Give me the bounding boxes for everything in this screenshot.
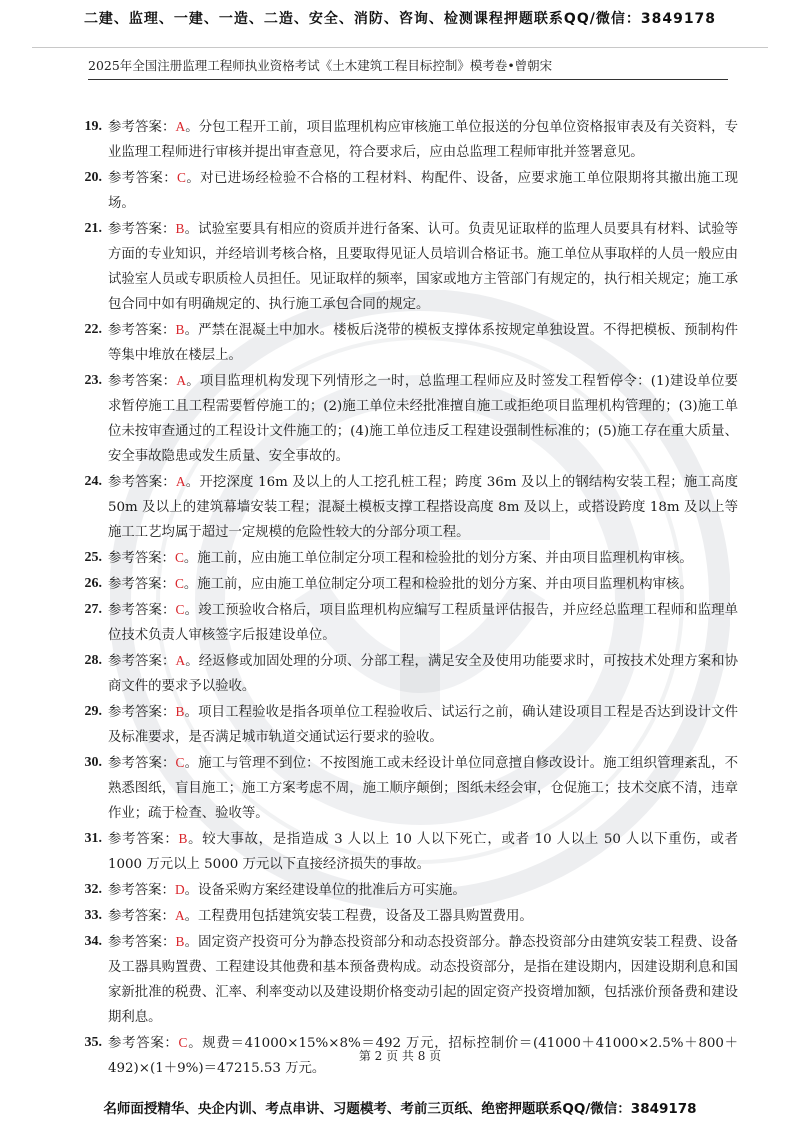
answer-letter: C (175, 602, 185, 617)
answer-explanation: 。严禁在混凝土中加水。楼板后浇带的模板支撑体系按规定单独设置。不得把模板、预制构件等集中堆放在楼层上。 (108, 323, 739, 363)
answer-prefix: 参考答案： (108, 935, 176, 950)
answer-list (70, 114, 738, 1081)
answer-prefix: 参考答案： (108, 832, 179, 847)
answer-letter: B (175, 322, 185, 337)
answer-letter: A (174, 908, 185, 923)
answer-prefix: 参考答案： (108, 577, 175, 592)
answer-number: 31. (84, 831, 102, 846)
top-divider (32, 47, 768, 48)
answer-body (108, 597, 738, 648)
answer-prefix: 参考答案： (108, 883, 175, 898)
answer-item (70, 597, 738, 648)
answer-prefix: 参考答案： (108, 909, 175, 924)
answer-prefix: 参考答案： (108, 1036, 179, 1051)
answer-body (108, 165, 738, 216)
header-divider (88, 79, 728, 80)
answer-number: 26. (84, 576, 102, 591)
answer-number: 29. (84, 704, 102, 719)
answer-explanation: 。较大事故，是指造成 3 人以上 10 人以下死亡，或者 10 人以上 50 人以下重伤，或者 1000 万元以上 5000 万元以下直接经济损失的事故。 (108, 832, 738, 872)
answer-item (70, 571, 738, 597)
answer-body (108, 699, 738, 750)
answer-explanation: 。开挖深度 16m 及以上的人工挖孔桩工程；跨度 36m 及以上的钢结构安装工程；施工高度 50m 及以上的建筑幕墙安装工程；混凝土模板支撑工程搭设高度 8m 及以上，或搭设跨度 18m 及以上等施工工艺均属于超过一定规模的危险性较大的分部分项工程。 (108, 475, 739, 540)
answer-body (108, 545, 738, 571)
answer-number: 33. (84, 908, 102, 923)
answer-letter: B (175, 221, 185, 236)
answer-number: 32. (84, 882, 102, 897)
answer-number: 34. (84, 934, 102, 949)
answer-item (70, 368, 738, 469)
answer-body (108, 368, 738, 469)
answer-body (108, 929, 738, 1030)
answer-prefix: 参考答案： (108, 551, 175, 566)
answer-item (70, 699, 738, 750)
answer-letter: A (176, 373, 186, 388)
answer-body (108, 571, 738, 597)
answer-letter: C (174, 550, 184, 565)
answer-body (108, 826, 738, 877)
answer-body (108, 114, 738, 165)
answer-number: 27. (84, 602, 102, 617)
bottom-banner: 名师面授精华、央企内训、考点串讲、习题模考、考前三页纸、绝密押题联系QQ/微信：3849178 (103, 1101, 697, 1117)
answer-body (108, 317, 738, 368)
answer-prefix: 参考答案： (108, 120, 176, 135)
answer-prefix: 参考答案： (108, 756, 176, 771)
answer-item (70, 648, 738, 699)
answer-letter: A (175, 474, 186, 489)
answer-body (108, 750, 738, 826)
answer-number: 25. (84, 550, 102, 565)
answer-prefix: 参考答案： (108, 222, 176, 237)
answer-item (70, 114, 738, 165)
answer-body (108, 216, 738, 317)
answer-explanation: 。对已进场经检验不合格的工程材料、构配件、设备，应要求施工单位限期将其撤出施工现场。 (108, 171, 739, 211)
answer-letter: C (177, 170, 186, 185)
answer-prefix: 参考答案： (108, 475, 176, 490)
answer-letter: B (178, 831, 188, 846)
answer-prefix: 参考答案： (108, 323, 176, 338)
answer-number: 24. (84, 474, 102, 489)
answer-body (108, 903, 738, 929)
answer-letter: C (175, 755, 185, 770)
answer-number: 21. (84, 221, 102, 236)
answer-item (70, 317, 738, 368)
answer-body (108, 877, 738, 903)
answer-number: 28. (84, 653, 102, 668)
answer-explanation: 。试验室要具有相应的资质并进行备案、认可。负责见证取样的监理人员要具有材料、试验等方面的专业知识，并经培训考核合格，且要取得见证人员培训合格证书。施工单位从事取样的人员一般应由试验室人员或专职质检人员担任。见证取样的频率，国家或地方主管部门有规定的，执行相关规定；施工承包合同中如有明确规定的、执行施工承包合同的规定。 (108, 222, 739, 312)
answer-explanation: 。工程费用包括建筑安装工程费，设备及工器具购置费用。 (184, 909, 533, 924)
answer-prefix: 参考答案： (108, 603, 176, 618)
answer-letter: B (175, 934, 185, 949)
page-number: 第 2 页 共 8 页 (358, 1049, 442, 1063)
answer-explanation: 。经返修或加固处理的分项、分部工程，满足安全及使用功能要求时，可按技术处理方案和协商文件的要求予以验收。 (108, 654, 739, 694)
answer-number: 20. (84, 170, 102, 185)
answer-prefix: 参考答案： (108, 171, 178, 186)
answer-prefix: 参考答案： (108, 374, 177, 389)
answer-item (70, 469, 738, 545)
answer-item (70, 165, 738, 216)
answer-item (70, 545, 738, 571)
answer-number: 19. (84, 119, 102, 134)
answer-explanation: 。固定资产投资可分为静态投资部分和动态投资部分。静态投资部分由建筑安装工程费、设备及工器具购置费、工程建设其他费和基本预备费构成。动态投资部分，是指在建设期内，因建设期利息和国家新批准的税费、汇率、利率变动以及建设期价格变动引起的固定资产投资增加额，包括涨价预备费和建设期利息。 (108, 935, 739, 1025)
answer-number: 22. (84, 322, 102, 337)
page-header: 2025年全国注册监理工程师执业资格考试《土木建筑工程目标控制》模考卷•曾朝宋 (88, 58, 553, 73)
answer-item (70, 826, 738, 877)
top-banner: 二建、监理、一建、一造、二造、安全、消防、咨询、检测课程押题联系QQ/微信：3849178 (83, 11, 717, 27)
answer-number: 23. (84, 373, 102, 388)
answer-prefix: 参考答案： (108, 705, 176, 720)
answer-explanation: 。设备采购方案经建设单位的批准后方可实施。 (184, 883, 466, 898)
answer-explanation: 。施工前，应由施工单位制定分项工程和检验批的划分方案、并由项目监理机构审核。 (183, 577, 693, 592)
answer-item (70, 903, 738, 929)
answer-explanation: 。分包工程开工前，项目监理机构应审核施工单位报送的分包单位资格报审表及有关资料，专业监理工程师进行审核并提出审查意见，符合要求后，应由总监理工程师审批并签署意见。 (108, 120, 739, 160)
answer-explanation: 。施工与管理不到位：不按图施工或未经设计单位同意擅自修改设计。施工组织管理紊乱，不熟悉图纸，盲目施工；施工方案考虑不周，施工顺序颠倒；图纸未经会审，仓促施工；技术交底不清，违章作业；疏于检查、验收等。 (108, 756, 739, 821)
answer-body (108, 469, 738, 545)
answer-item (70, 216, 738, 317)
answer-explanation: 。项目工程验收是指各项单位工程验收后、试运行之前，确认建设项目工程是否达到设计文件及标准要求，是否满足城市轨道交通试运行要求的验收。 (108, 705, 739, 745)
answer-number: 30. (84, 755, 102, 770)
answer-explanation: 。竣工预验收合格后，项目监理机构应编写工程质量评估报告，并应经总监理工程师和监理单位技术负责人审核签字后报建设单位。 (108, 603, 739, 643)
answer-explanation: 。规费＝41000×15%×8%＝492 万元，招标控制价＝(41000＋41000×2.5%＋800＋492)×(1＋9%)＝47215.53 万元。 (108, 1036, 738, 1076)
answer-prefix: 参考答案： (108, 654, 176, 669)
answer-explanation: 。项目监理机构发现下列情形之一时，总监理工程师应及时签发工程暂停令：(1)建设单位要求暂停施工且工程需要暂停施工的；(2)施工单位未经批准擅自施工或拒绝项目监理机构管理的；(3)施工单位未按审查通过的工程设计文件施工的；(4)施工单位违反工程建设强制性标准的；(5)施工存在重大质量、安全事故隐患或发生质量、安全事故的。 (108, 374, 739, 464)
answer-number: 35. (84, 1035, 102, 1050)
answer-letter: C (178, 1035, 188, 1050)
answer-letter: B (175, 704, 185, 719)
answer-letter: D (174, 882, 185, 897)
answer-letter: A (175, 653, 186, 668)
answer-item (70, 750, 738, 826)
answer-item (70, 877, 738, 903)
answer-explanation: 。施工前，应由施工单位制定分项工程和检验批的划分方案、并由项目监理机构审核。 (183, 551, 693, 566)
answer-letter: A (175, 119, 186, 134)
answer-item (70, 929, 738, 1030)
answer-body (108, 648, 738, 699)
answer-letter: C (174, 576, 184, 591)
